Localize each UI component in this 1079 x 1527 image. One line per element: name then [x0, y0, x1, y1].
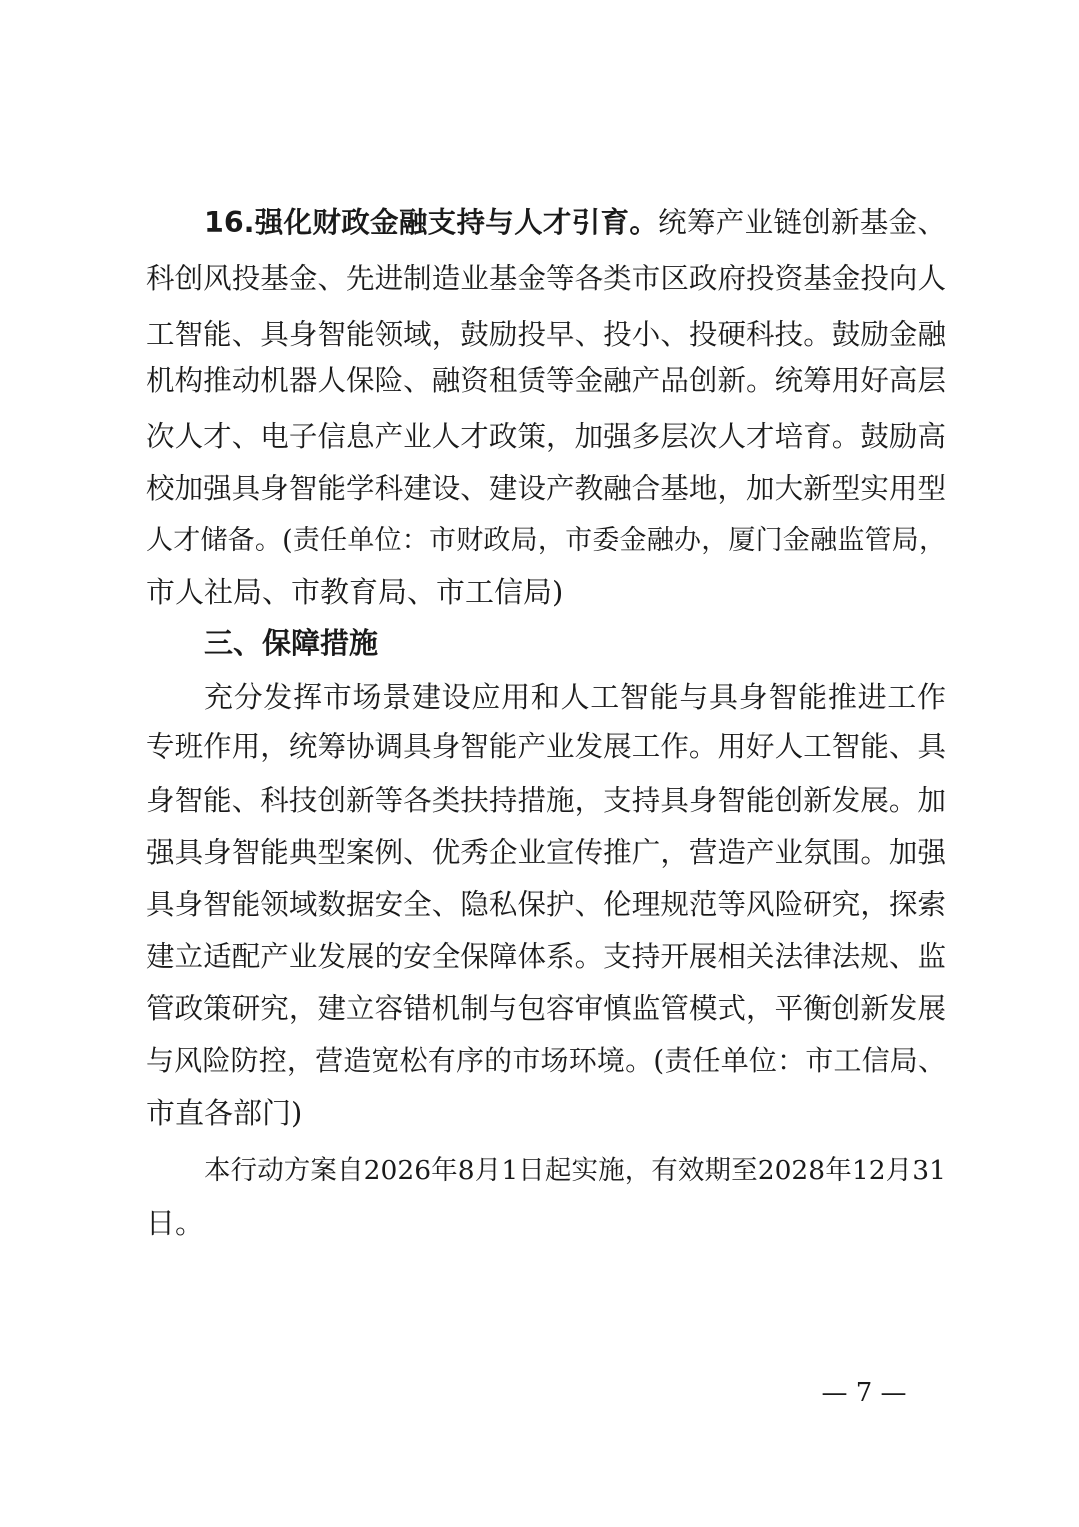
section-16-line-7: 人才储备。(责任单位：市财政局，市委金融办，厦门金融监管局，: [146, 525, 946, 556]
section-16-text: 统筹产业链创新基金、: [658, 206, 946, 239]
section-3-line-9: 市直各部门): [146, 1096, 303, 1130]
section-3-line-2: 专班作用，统筹协调具身智能产业发展工作。用好人工智能、具: [146, 730, 946, 763]
closing-line-1: 本行动方案自2026年8月1日起实施，有效期至2028年12月31: [204, 1155, 946, 1186]
section-3-line-5: 具身智能领域数据安全、隐私保护、伦理规范等风险研究，探索: [146, 888, 946, 921]
page-number: — 7 —: [821, 1378, 907, 1408]
section-16-line-3: 工智能、具身智能领域，鼓励投早、投小、投硬科技。鼓励金融: [146, 318, 946, 351]
section-3-line-1: 充分发挥市场景建设应用和人工智能与具身智能推进工作: [204, 680, 946, 714]
section-16-line-1: [204, 203, 946, 243]
section-3-line-8: 与风险防控，营造宽松有序的市场环境。(责任单位：市工信局、: [146, 1044, 946, 1077]
section-3-line-7: 管政策研究，建立容错机制与包容审慎监管模式，平衡创新发展: [146, 992, 946, 1025]
closing-line-2: 日。: [146, 1206, 205, 1240]
section-3-line-4: 强具身智能典型案例、优秀企业宣传推广，营造产业氛围。加强: [146, 836, 946, 869]
section-16-line-2: 科创风投基金、先进制造业基金等各类市区政府投资基金投向人: [146, 262, 946, 295]
section-16-line-4: 机构推动机器人保险、融资租赁等金融产品创新。统筹用好高层: [146, 364, 946, 397]
section-16-line-5: 次人才、电子信息产业人才政策，加强多层次人才培育。鼓励高: [146, 420, 946, 453]
section-16-line-8: 市人社局、市教育局、市工信局): [146, 575, 564, 609]
section-3-heading: 三、保障措施: [204, 626, 379, 660]
section-16-heading: 16.强化财政金融支持与人才引育。: [204, 206, 659, 239]
section-16-line-6: 校加强具身智能学科建设、建设产教融合基地，加大新型实用型: [146, 472, 946, 505]
section-3-line-3: 身智能、科技创新等各类扶持措施，支持具身智能创新发展。加: [146, 784, 946, 817]
section-3-line-6: 建立适配产业发展的安全保障体系。支持开展相关法律法规、监: [146, 940, 946, 973]
